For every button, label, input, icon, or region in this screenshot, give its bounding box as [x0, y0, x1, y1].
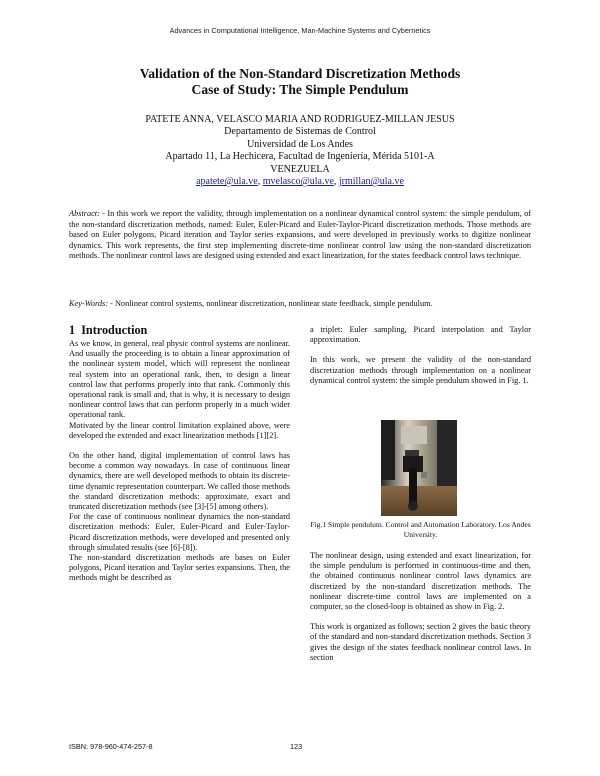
email-link-patete[interactable]: apatete@ula.ve	[196, 176, 258, 188]
abstract-text: - In this work we report the validity, through implementation on a nonlinear dynamical control system: the simple pendulum, of the non-standard discretization methods, named: Euler, Euler-Picard and Euler-Taylor-Picard discretization methods. Those methods are based on Euler polygons, Picard iteration and Taylor series expansions, and were developed in previously works to digitize nonlinear dynamics. This work represents, the first step implementing discrete-time nonlinear control law using the non-standard discretization methods. The nonlinear control laws are designed using extended and exact linearization, for the states feedback control laws technique.	[69, 209, 531, 261]
paragraph: As we know, in general, real physic control systems are nonlinear. And usually the proceeding is to obtain a linear approximation of the nonlinear system model, which will represent the nonlinear real system into an operational rank, then, to design a linear control law that performs properly into that rank. Commonly this operational rank is small and, that is why, it is necessary to design nonlinear control laws that can perform properly in a much wider operational rank.	[69, 339, 290, 420]
keywords-text: - Nonlinear control systems, nonlinear discretization, nonlinear state feedback, simple pendulum.	[108, 299, 433, 308]
paragraph: Motivated by the linear control limitation explained above, were developed the extended and exact linearization methods [1][2].	[69, 420, 290, 440]
keywords-label: Key-Words:	[69, 299, 109, 308]
email-list: apatete@ula.ve, mvelasco@ula.ve, jrmillan@ula.ve	[196, 176, 404, 188]
running-head: Advances in Computational Intelligence, Man-Machine Systems and Cybernetics	[169, 26, 431, 35]
page-number: 123	[290, 742, 303, 751]
email-link-rodriguez[interactable]: jrmillan@ula.ve	[338, 176, 404, 188]
email-link-velasco[interactable]: mvelasco@ula.ve	[262, 176, 334, 188]
university: Universidad de Los Andes	[247, 138, 353, 150]
right-column-bottom	[310, 551, 531, 663]
footer-isbn: ISBN: 978-960-474-257-8	[69, 742, 153, 751]
author-block	[0, 114, 600, 188]
paragraph: The non-standard discretization methods are bases on Euler polygons, Picard iteration and Taylor series expansions. Then, the methods might be described as	[69, 553, 290, 583]
left-column	[69, 339, 290, 584]
figure-caption: Fig.1 Simple pendulum. Control and Automation Laboratory. Los Andes University.	[310, 520, 531, 539]
section-number: 1	[69, 323, 76, 337]
keywords	[69, 299, 539, 310]
title-line-2: Case of Study: The Simple Pendulum	[191, 82, 409, 97]
paragraph: In this work, we present the validity of the non-standard discretization methods through implementation on a nonlinear dynamical control system: the simple pendulum showed in Fig. 1.	[310, 355, 531, 385]
authors: PATETE ANNA, VELASCO MARIA AND RODRIGUEZ-MILLAN JESUS	[145, 114, 455, 125]
address: Apartado 11, La Hechicera, Facultad de Ingeniería, Mérida 5101-A	[165, 151, 435, 163]
paper-title	[0, 66, 600, 98]
paragraph: This work is organized as follows; section 2 gives the basic theory of the standard and non-standard discretization methods. Section 3 gives the design of the states feedback nonlinear control laws. In section	[310, 622, 531, 662]
paragraph: a triplet: Euler sampling, Picard interpolation and Taylor approximation.	[310, 325, 531, 345]
paragraph: For the case of continuous nonlinear dynamics the non-standard discretization methods: Euler, Euler-Picard and Euler-Taylor-Picard discretization methods, were developed and presented only through simulated results (see [6]-[8]).	[69, 512, 290, 552]
abstract	[69, 209, 531, 262]
right-column-top	[310, 325, 531, 386]
country: VENEZUELA	[270, 163, 330, 175]
title-line-1: Validation of the Non-Standard Discretization Methods	[139, 66, 461, 81]
pendulum-photo	[381, 420, 457, 516]
abstract-label: Abstract:	[69, 209, 100, 218]
section-title: Introduction	[81, 323, 148, 337]
department: Departamento de Sistemas de Control	[224, 126, 376, 138]
section-heading-introduction	[69, 323, 147, 337]
paragraph: The nonlinear design, using extended and exact linearization, for the simple pendulum is performed in continuous-time and then, the obtained continuous nonlinear control laws dynamics are discretized by the non-standard discretization methods. The nonlinear discrete-time control laws are implemented on a computer, so the closed-loop is obtained as show in Fig. 2.	[310, 551, 531, 612]
paragraph: On the other hand, digital implementation of control laws has become a common way nowadays. In case of continuous linear dynamics, there are well developed methods to obtain its discrete-time dynamic representation counterpart. We called those methods the standard discretization methods: approximate, exact and truncated discretization methods (see [3]-[5] among others).	[69, 451, 290, 512]
